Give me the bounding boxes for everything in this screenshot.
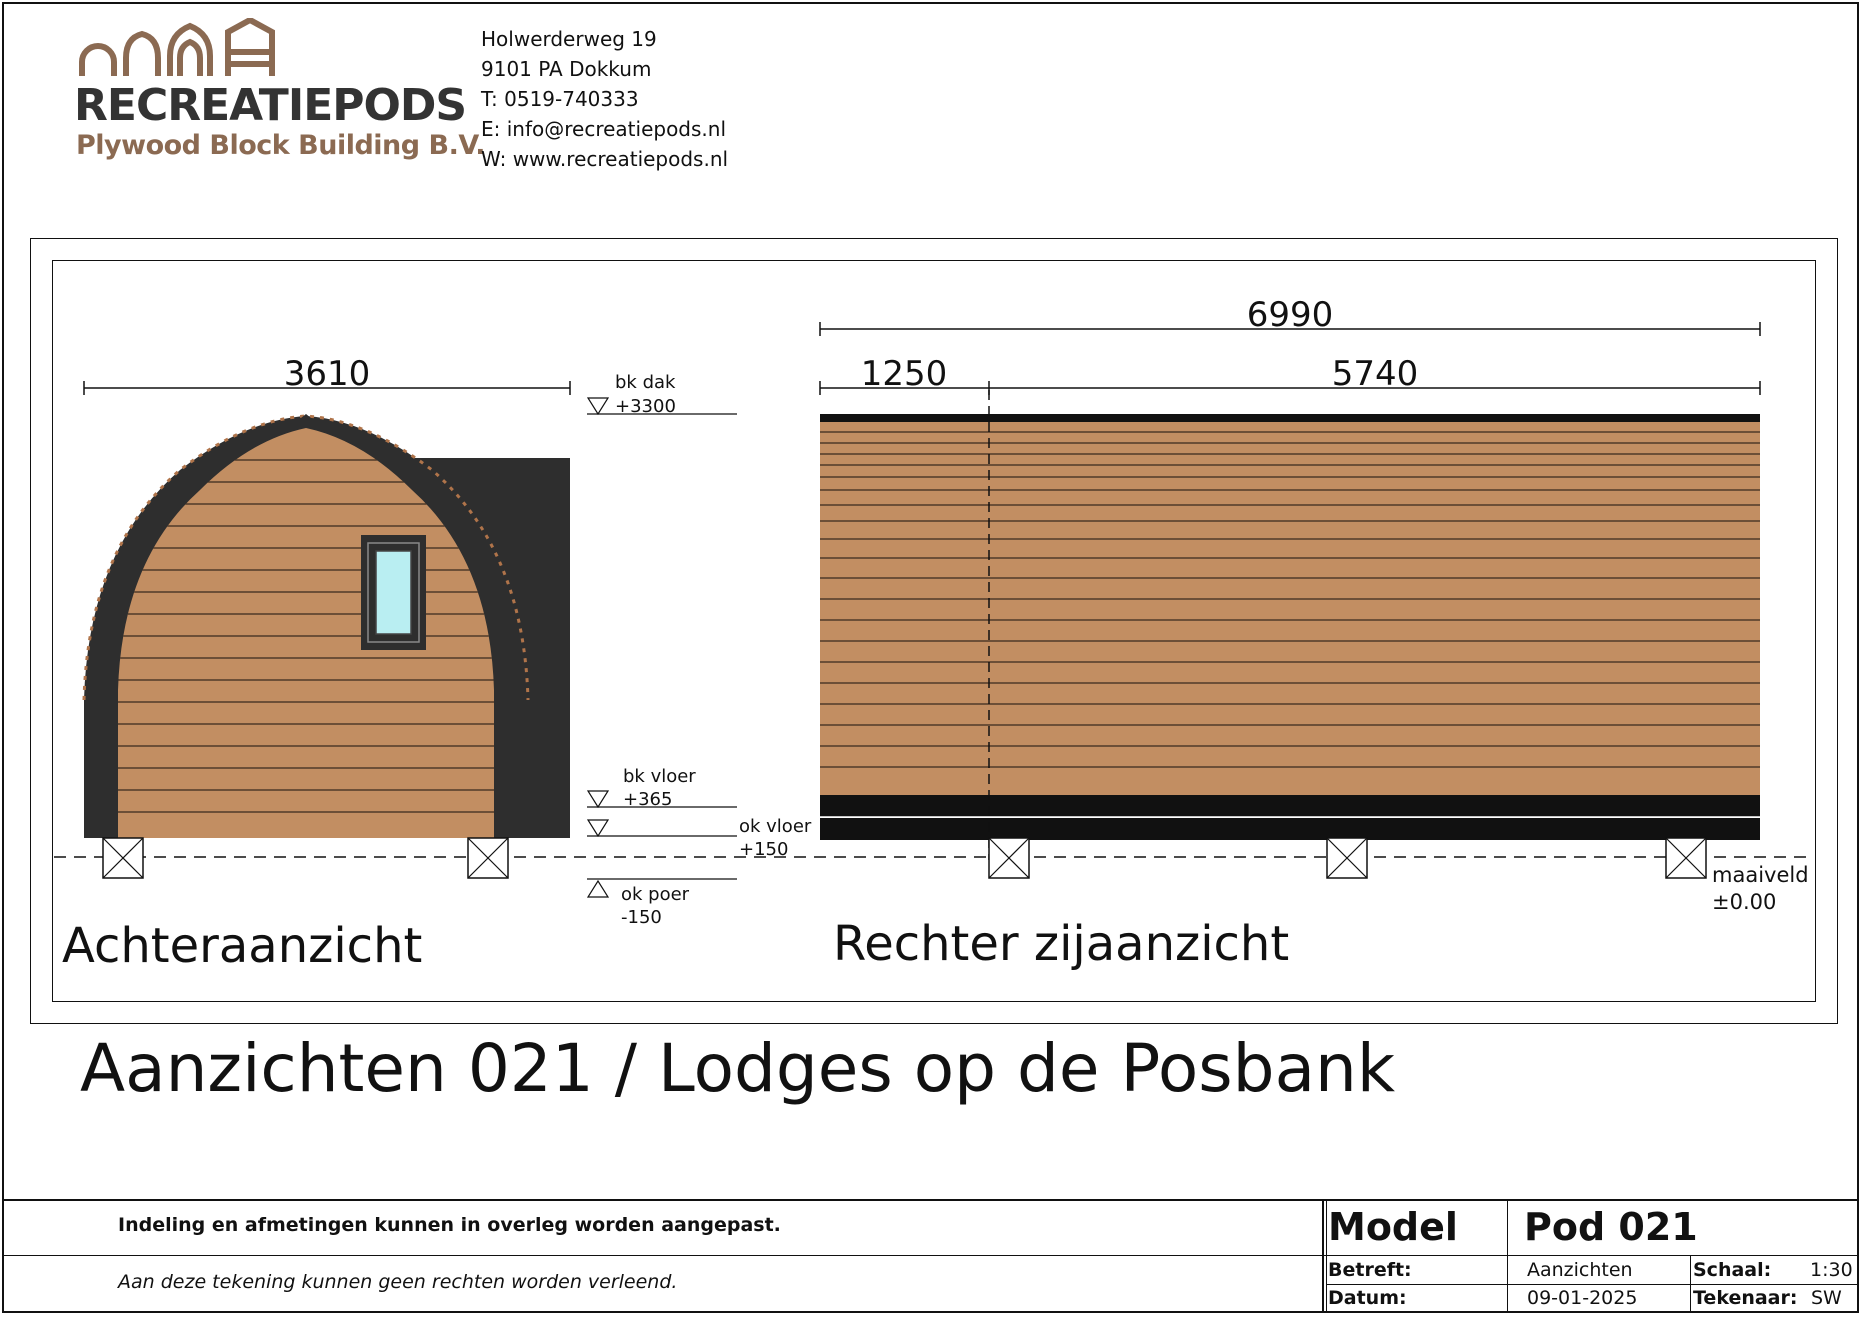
roof-level-value: +3300 <box>615 396 676 417</box>
drawing-title: Aanzichten 021 / Lodges op de Posbank <box>80 1030 1396 1107</box>
logo-company-name: RECREATIEPODS <box>74 80 467 131</box>
model-label: Model <box>1328 1205 1458 1249</box>
model-value: Pod 021 <box>1524 1205 1698 1249</box>
rear-footing-right <box>468 838 508 878</box>
subject-label: Betreft: <box>1328 1259 1412 1281</box>
phone-number: T: 0519-740333 <box>481 87 639 111</box>
side-footing-2 <box>1327 838 1367 878</box>
side-view-label: Rechter zijaanzicht <box>833 916 1290 972</box>
title-block-row-divider <box>4 1255 1859 1256</box>
side-roof-edge <box>820 414 1760 422</box>
website-address: W: www.recreatiepods.nl <box>481 147 729 171</box>
side-footing-3 <box>1666 838 1706 878</box>
rear-view-label: Achteraanzicht <box>62 918 423 974</box>
floor-bottom-value: +150 <box>739 839 789 860</box>
side-right-value: 5740 <box>1331 354 1419 394</box>
side-total-value: 6990 <box>1246 295 1334 335</box>
side-wood-cladding <box>820 414 1760 795</box>
drawer-label: Tekenaar: <box>1693 1287 1798 1309</box>
floor-top-label: bk vloer <box>623 766 696 787</box>
title-block-col-divider-2 <box>1507 1199 1508 1313</box>
scale-label: Schaal: <box>1693 1259 1772 1281</box>
side-partial-dimensions <box>820 381 1760 395</box>
date-value: 09-01-2025 <box>1527 1287 1638 1309</box>
ground-level-value: ±0.00 <box>1712 890 1777 914</box>
rear-elevation <box>84 400 570 878</box>
footing-level-value: -150 <box>621 907 662 928</box>
address-city: 9101 PA Dokkum <box>481 57 652 81</box>
footing-level-label: ok poer <box>621 884 690 905</box>
side-left-value: 1250 <box>860 354 948 394</box>
ground-level-label: maaiveld <box>1712 863 1809 887</box>
title-block <box>4 1199 1859 1313</box>
floor-bottom-label: ok vloer <box>739 816 812 837</box>
level-markers <box>587 398 737 897</box>
drawer-value: SW <box>1811 1287 1842 1309</box>
rear-width-value: 3610 <box>283 354 371 394</box>
logo-company-subtitle: Plywood Block Building B.V. <box>76 130 486 161</box>
floor-top-value: +365 <box>623 789 673 810</box>
note-adjustable: Indeling en afmetingen kunnen in overleg worden aangepast. <box>118 1214 781 1236</box>
scale-value: 1:30 <box>1810 1259 1853 1281</box>
side-footing-1 <box>989 838 1029 878</box>
note-no-rights: Aan deze tekening kunnen geen rechten worden verleend. <box>118 1271 678 1293</box>
rear-footing-left <box>103 838 143 878</box>
date-label: Datum: <box>1328 1287 1407 1309</box>
subject-value: Aanzichten <box>1527 1259 1633 1281</box>
title-block-subrow-divider <box>1326 1284 1859 1285</box>
title-block-col-divider-1 <box>1322 1199 1324 1313</box>
roof-level-label: bk dak <box>615 372 676 393</box>
side-floor-band <box>820 795 1760 817</box>
email-address: E: info@recreatiepods.nl <box>481 117 727 141</box>
side-base-band <box>820 818 1760 840</box>
title-block-top-border <box>4 1199 1859 1201</box>
rear-window-glass <box>376 551 411 634</box>
address-street: Holwerderweg 19 <box>481 27 657 51</box>
side-elevation <box>820 390 1760 878</box>
